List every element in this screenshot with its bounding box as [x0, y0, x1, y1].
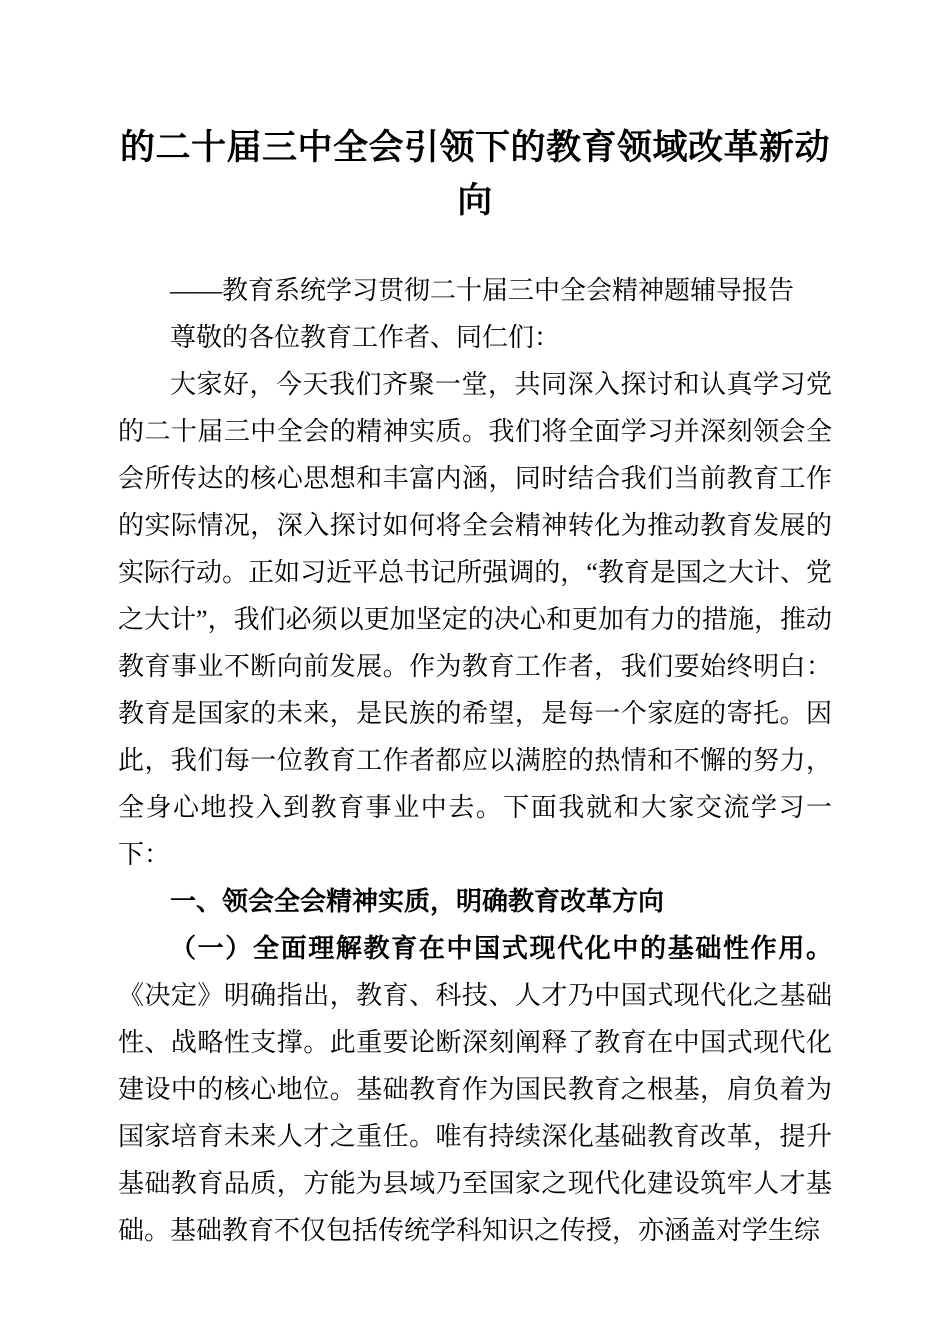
section-1-heading: 一、领会全会精神实质，明确教育改革方向: [170, 886, 665, 916]
section-1-body-text: 《决定》明确指出，教育、科技、人才乃中国式现代化之基础性、战略性支撑。此重要论断深刻阐释了教育在中国式现代化建设中的核心地位。基础教育作为国民教育之根基，肩负着为国家培育未来人才之重任。唯有持续深化基础教育改革，提升基础教育品质，方能为县域乃至国家之现代化建设筑牢人才基础。基础教育不仅包括传统学科知识之传授，亦涵盖对学生综: [118, 981, 832, 1245]
section-1-lead-sentence: （一）全面理解教育在中国式现代化中的基础性作用。: [170, 934, 832, 963]
salutation-line: 尊敬的各位教育工作者、同仁们：: [170, 323, 561, 352]
intro-paragraph: 大家好，今天我们齐聚一堂，共同深入探讨和认真学习党的二十届三中全会的精神实质。我们将全面学习并深刻领会全会所传达的核心思想和丰富内涵，同时结合我们当前教育工作的实际情况，深入探讨如何将全会精神转化为推动教育发展的实际行动。正如习近平总书记所强调的，“教育是国之大计、党之大计”，我们必须以更加坚定的决心和更加有力的措施，推动教育事业不断向前发展。作为教育工作者，我们要始终明白：教育是国家的未来，是民族的希望，是每一个家庭的寄托。因此，我们每一位教育工作者都应以满腔的热情和不懈的努力，全身心地投入到教育事业中去。下面我就和大家交流学习一下：: [118, 370, 832, 869]
section-1-paragraph: [118, 925, 832, 1254]
document-subtitle: ——教育系统学习贯彻二十届三中全会精神题辅导报告: [170, 276, 795, 305]
document-title: 的二十届三中全会引领下的教育领域改革新动向: [119, 128, 830, 220]
